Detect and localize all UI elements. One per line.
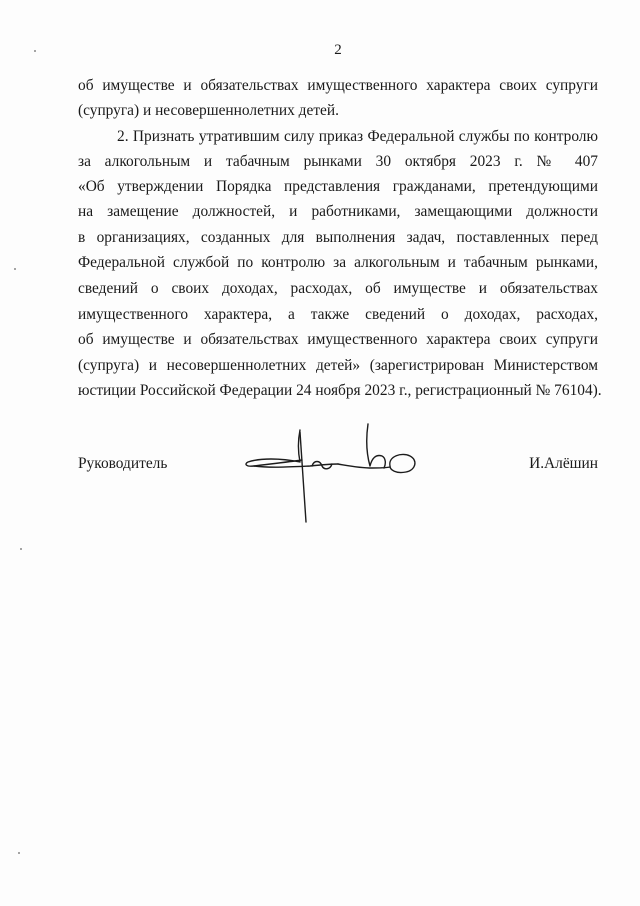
paragraph-2-line-11: юстиции Российской Федерации 24 ноября 2023 г., регистрационный № 76104).	[78, 382, 602, 399]
paragraph-2-line-10: (супруга) и несовершеннолетних детей» (зарегистрирован Министерством	[78, 357, 598, 374]
scan-speck	[34, 50, 36, 52]
scan-speck	[18, 852, 20, 854]
paragraph-2-line-5: в организациях, созданных для выполнения задач, поставленных перед	[78, 229, 598, 246]
signer-name: И.Алёшин	[529, 455, 598, 472]
scan-speck	[20, 548, 22, 550]
paragraph-2-line-7: сведений о своих доходах, расходах, об имуществе и обязательствах	[78, 280, 598, 297]
paragraph-1-line-1: об имуществе и обязательствах имущественного характера своих супруги	[78, 77, 598, 94]
paragraph-1-line-2: (супруга) и несовершеннолетних детей.	[78, 102, 339, 119]
paragraph-2-line-9: об имуществе и обязательствах имущественного характера своих супруги	[78, 331, 598, 348]
paragraph-2-line-2: за алкогольным и табачным рынками 30 октября 2023 г. № 407	[78, 153, 598, 170]
paragraph-2-line-4: на замещение должностей, и работниками, замещающими должности	[78, 203, 598, 220]
page-number: 2	[334, 42, 342, 58]
paragraph-2-line-1: 2. Признать утратившим силу приказ Федеральной службы по контролю	[117, 128, 598, 145]
paragraph-2-line-6: Федеральной службой по контролю за алкогольным и табачным рынками,	[78, 254, 598, 271]
signer-position: Руководитель	[78, 455, 168, 472]
handwritten-signature	[240, 418, 430, 528]
paragraph-2-line-8: имущественного характера, а также сведений о доходах, расходах,	[78, 306, 598, 323]
paragraph-2-line-3: «Об утверждении Порядка представления гражданами, претендующими	[78, 178, 598, 195]
scan-speck	[14, 268, 16, 270]
